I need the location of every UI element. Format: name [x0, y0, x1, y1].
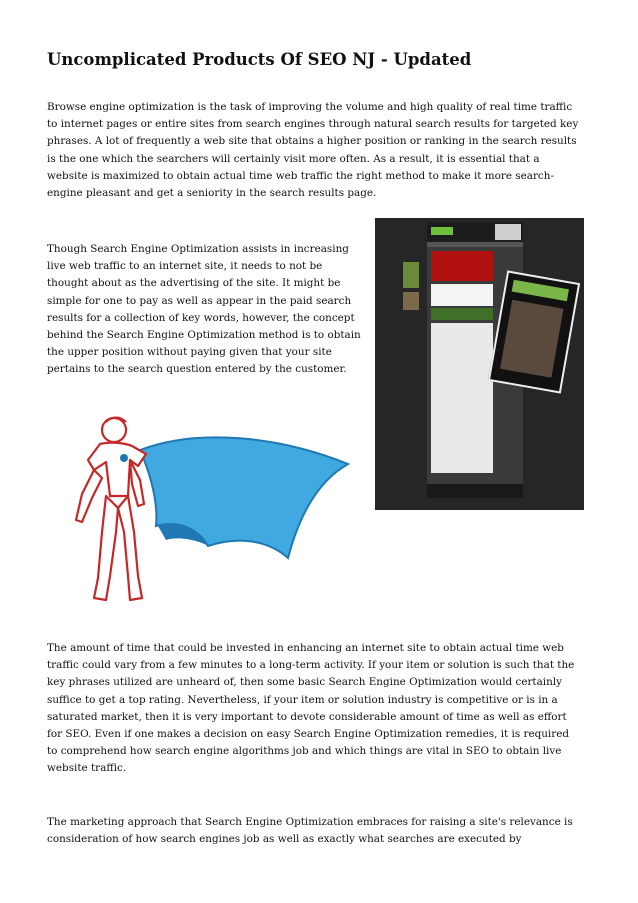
paragraph-marketing-approach [47, 814, 595, 848]
text-line: key phrases utilized are unheard of, then some basic Search Engine Optimization would certainly [47, 676, 563, 689]
text-line: The amount of time that could be invested in enhancing an internet site to obtain actual time web [47, 642, 564, 654]
text-line: engine pleasant and get a seniority in the search results page. [47, 187, 377, 200]
paragraph-time-investment [47, 640, 595, 778]
text-line: consideration of how search engines job as well as exactly what searches are executed by [47, 833, 522, 846]
text-line: is the one which the searchers will certainly visit more often. As a result, it is essential that a [47, 152, 540, 165]
text-line: live web traffic to an internet site, it needs to not be [47, 260, 323, 273]
page-title: Uncomplicated Products Of SEO NJ - Updated [47, 50, 472, 69]
text-line: thought about as the advertising of the site. It might be [47, 277, 341, 290]
text-line: traffic could vary from a few minutes to a long-term activity. If your item or solution is such that the [47, 659, 575, 672]
text-line: website is maximized to obtain actual time web traffic the right method to make it more search- [47, 169, 554, 182]
text-line: suffice to get a top rating. Nevertheless, if your item or solution industry is competitive or is in a [47, 693, 558, 706]
text-line: website traffic. [47, 762, 127, 775]
text-line: to internet pages or entire sites from search engines through natural search results for targeted key [47, 118, 579, 131]
text-line: pertains to the search question entered by the customer. [47, 363, 347, 376]
text-line: saturated market, then it is very important to devote considerable amount of time as well as effort [47, 710, 567, 723]
superhero-cape-icon [48, 408, 378, 608]
paragraph-intro [47, 99, 595, 202]
text-line: simple for one to pay as well as appear in the paid search [47, 294, 352, 307]
website-screenshot-image [375, 218, 584, 510]
paragraph-seo-traffic [47, 241, 367, 379]
text-line: the upper position without paying given that your site [47, 346, 332, 359]
text-line: behind the Search Engine Optimization method is to obtain [47, 329, 361, 342]
text-line: Though Search Engine Optimization assists in increasing [47, 243, 349, 255]
text-line: The marketing approach that Search Engine Optimization embraces for raising a site's relevance is [47, 816, 573, 828]
text-line: Browse engine optimization is the task of improving the volume and high quality of real time traffic [47, 101, 573, 113]
text-line: to comprehend how search engine algorithms job and which things are vital in SEO to obtain live [47, 745, 562, 758]
text-line: for SEO. Even if one makes a decision on easy Search Engine Optimization remedies, it is required [47, 728, 570, 741]
text-line: phrases. A lot of frequently a web site that obtains a higher position or ranking in the search results [47, 135, 577, 148]
text-line: results for a collection of key words, however, the concept [47, 311, 355, 324]
